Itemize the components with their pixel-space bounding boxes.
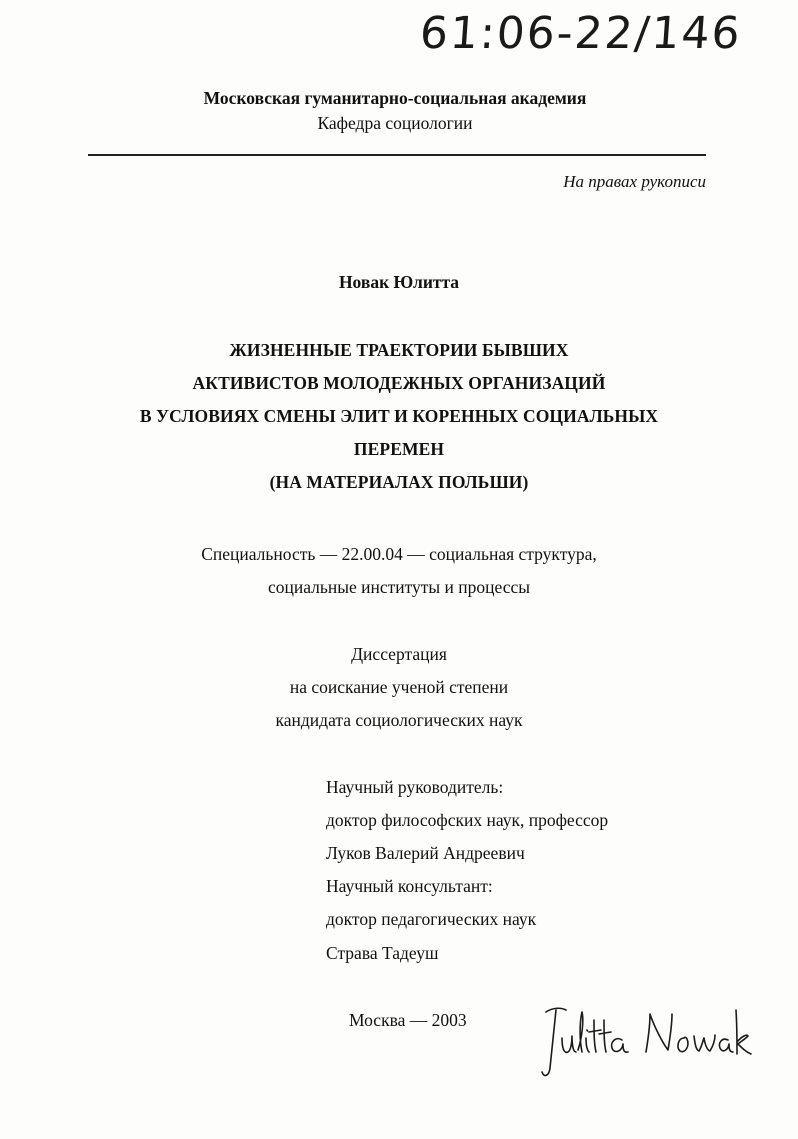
dissertation-line: Диссертация (351, 644, 447, 664)
consultant-name: Страва Тадеуш (326, 943, 439, 963)
consultant-degree: доктор педагогических наук (326, 909, 537, 929)
city-year: Москва — 2003 (349, 1010, 467, 1030)
author-name: Новак Юлитта (338, 272, 460, 292)
title-line: ЖИЗНЕННЫЕ ТРАЕКТОРИИ БЫВШИХ (229, 340, 569, 360)
specialty-line: Специальность — 22.00.04 — социальная структура, (201, 544, 597, 564)
title-line: ПЕРЕМЕН (353, 439, 445, 459)
academy-name: Московская гуманитарно-социальная академия (203, 88, 587, 108)
manuscript-note: На правах рукописи (563, 172, 706, 191)
consultant-role: Научный консультант: (326, 876, 493, 896)
dissertation-line: кандидата социологических наук (275, 710, 523, 730)
supervisor-role: Научный руководитель: (326, 777, 504, 797)
supervisor-name: Луков Валерий Андреевич (326, 843, 525, 863)
title-line: АКТИВИСТОВ МОЛОДЕЖНЫХ ОРГАНИЗАЦИЙ (192, 373, 606, 393)
title-line: В УСЛОВИЯХ СМЕНЫ ЭЛИТ И КОРЕННЫХ СОЦИАЛЬНЫХ (139, 406, 659, 426)
dissertation-line: на соискание ученой степени (289, 677, 509, 697)
title-line: (НА МАТЕРИАЛАХ ПОЛЬШИ) (269, 472, 529, 492)
author-signature (538, 990, 753, 1085)
archive-number: 61:06-22/146 (418, 8, 744, 59)
specialty-line: социальные институты и процессы (267, 577, 531, 597)
department-name: Кафедра социологии (317, 113, 473, 133)
header-divider (88, 154, 706, 156)
supervisor-degree: доктор философских наук, профессор (326, 810, 609, 830)
